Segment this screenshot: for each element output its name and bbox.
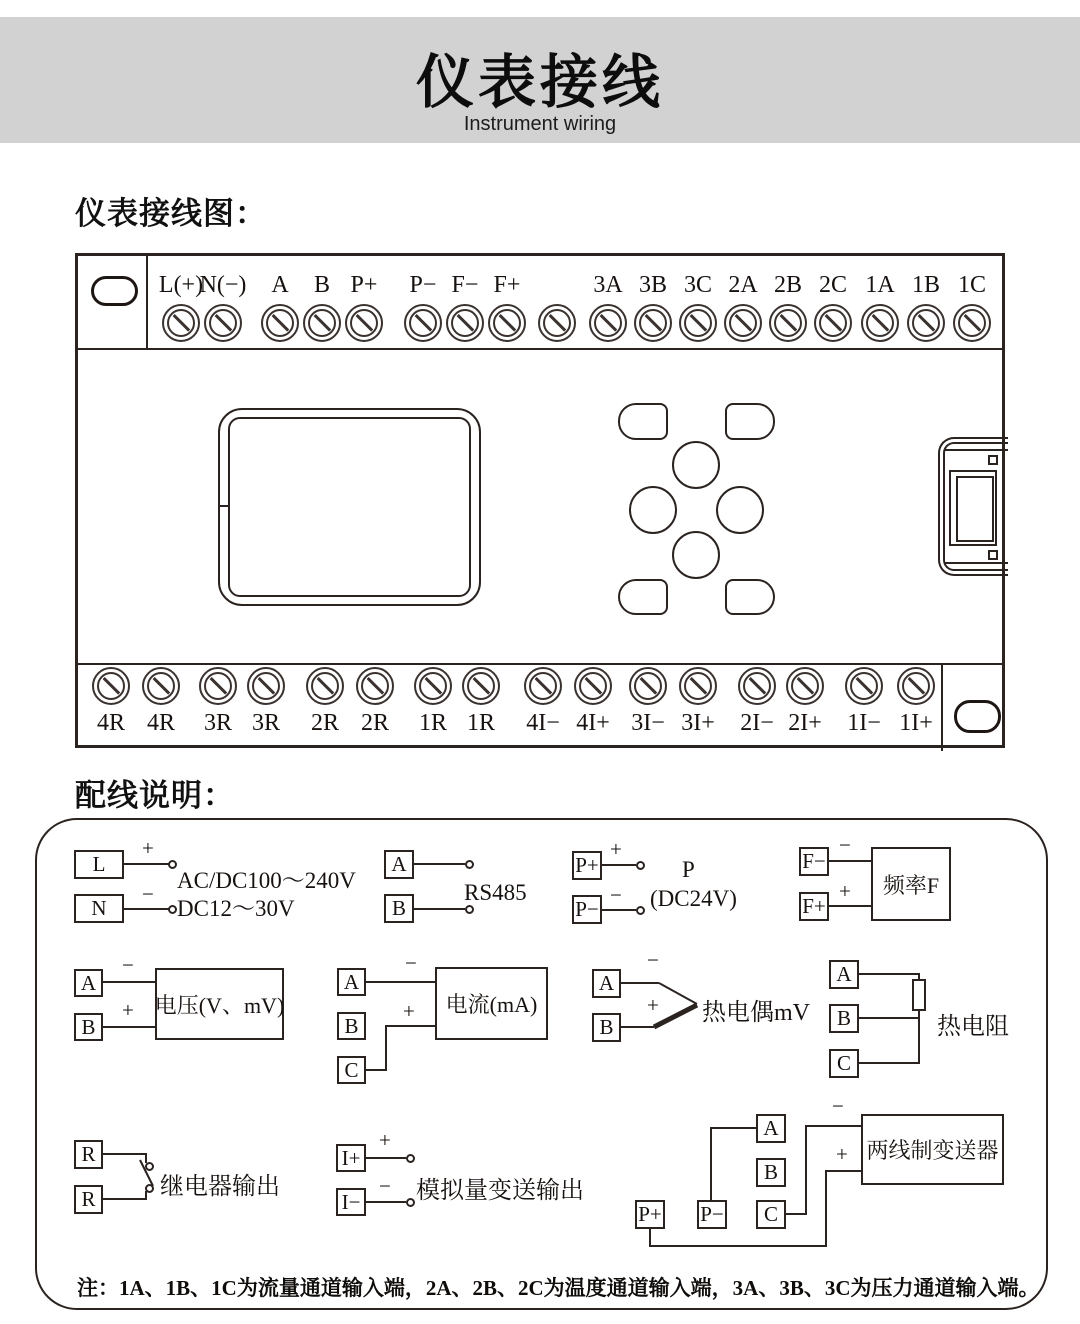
polarity-plus: + — [379, 1128, 391, 1152]
key-top-right — [725, 403, 775, 440]
terminal-label: 2R — [310, 710, 339, 736]
terminal-box-B: B — [337, 1012, 366, 1040]
screw-terminal-icon — [142, 667, 180, 705]
wiring-instructions-panel — [35, 818, 1048, 1310]
analog-output-label: 模拟量变送输出 — [416, 1178, 584, 1204]
terminal-box-R2: R — [74, 1185, 103, 1214]
screw-terminal-icon — [538, 304, 576, 342]
terminal-label: 1C — [957, 272, 986, 298]
terminal-box-P-minus: P− — [572, 895, 602, 924]
terminal-label: F+ — [493, 272, 521, 298]
terminal-2I+ — [777, 667, 833, 738]
screw-terminal-icon — [488, 304, 526, 342]
key-top-left — [618, 403, 668, 440]
screw-terminal-icon — [414, 667, 452, 705]
page-title: 仪表接线 — [415, 50, 664, 115]
terminal-label: 1B — [911, 272, 940, 298]
terminal-box-A: A — [592, 969, 621, 998]
terminal-F+ — [479, 270, 535, 342]
terminal-4I+ — [565, 667, 621, 738]
mount-slot-icon — [954, 700, 1001, 733]
terminal-label: L(+) — [158, 272, 204, 298]
terminal-label: B — [313, 272, 330, 298]
polarity-minus: − — [610, 883, 622, 907]
terminal-3I− — [620, 667, 676, 738]
transmitter-device-box: 两线制变送器 — [861, 1114, 1004, 1185]
terminal-3I+ — [670, 667, 726, 738]
terminal-1I+ — [888, 667, 944, 738]
polarity-minus: − — [379, 1174, 391, 1198]
terminal-label: 3R — [251, 710, 280, 736]
terminal-label: 2C — [818, 272, 847, 298]
terminal-box-A: A — [337, 968, 366, 996]
terminal-box-C: C — [337, 1056, 366, 1084]
terminal-3R — [238, 667, 294, 738]
terminal-box-I-minus: I− — [336, 1188, 366, 1216]
screw-terminal-icon — [679, 304, 717, 342]
polarity-plus: + — [142, 836, 154, 860]
current-device-box: 电流(mA) — [435, 967, 548, 1040]
terminal-label: 1R — [466, 710, 495, 736]
screw-terminal-icon — [574, 667, 612, 705]
power-rating-1: AC/DC100～240V — [177, 868, 356, 893]
display-screen — [228, 417, 471, 597]
terminal-box-P-plus: P+ — [635, 1200, 665, 1229]
terminal-box-I-plus: I+ — [336, 1144, 366, 1172]
display-bezel — [218, 408, 481, 606]
terminal-label: 2B — [773, 272, 802, 298]
screw-terminal-icon — [724, 304, 762, 342]
terminal-box-P-plus: P+ — [572, 851, 602, 880]
key-bottom-right — [725, 579, 775, 615]
terminal-label: 3I− — [631, 710, 665, 736]
terminal-block-diagram — [75, 253, 1005, 748]
terminal-label: 4I+ — [576, 710, 610, 736]
terminal-box-A: A — [74, 969, 103, 997]
terminal-box-B: B — [592, 1013, 621, 1042]
terminal-label: 4R — [96, 710, 125, 736]
terminal-1I− — [836, 667, 892, 738]
terminal-box-F-minus: F− — [799, 847, 829, 876]
polarity-minus: − — [142, 882, 154, 906]
terminal-label: A — [271, 272, 289, 298]
frequency-device-box: 频率F — [871, 847, 951, 921]
polarity-minus: − — [647, 948, 659, 972]
terminal-N(−) — [195, 270, 251, 342]
terminal-box-B: B — [384, 894, 414, 923]
terminal-label: 1I− — [847, 710, 881, 736]
terminal-4R — [133, 667, 189, 738]
terminal-label: P− — [409, 272, 437, 298]
diagram-section-heading: 仪表接线图： — [75, 196, 267, 231]
screw-terminal-icon — [204, 304, 242, 342]
thermocouple-label: 热电偶mV — [702, 1000, 810, 1026]
terminal-label: 2I+ — [788, 710, 822, 736]
terminal-box-C: C — [756, 1200, 786, 1229]
screw-terminal-icon — [953, 304, 991, 342]
terminal-box-F-plus: F+ — [799, 892, 829, 921]
voltage-device-box: 电压(V、mV) — [155, 968, 284, 1040]
terminal-label: 3C — [683, 272, 712, 298]
polarity-plus: + — [836, 1142, 848, 1166]
polarity-plus: + — [647, 993, 659, 1017]
screw-terminal-icon — [589, 304, 627, 342]
mount-slot-icon — [91, 276, 138, 306]
terminal-label: 4R — [146, 710, 175, 736]
terminal-box-B: B — [756, 1158, 786, 1187]
bezel-tick — [218, 505, 228, 507]
screw-terminal-icon — [679, 667, 717, 705]
key-right — [716, 486, 764, 534]
terminal-label — [529, 270, 585, 300]
terminal-label: 3I+ — [681, 710, 715, 736]
terminal-box-A: A — [829, 960, 859, 989]
screw-terminal-icon — [634, 304, 672, 342]
screw-terminal-icon — [524, 667, 562, 705]
terminal-label: F− — [451, 272, 479, 298]
top-left-mount-box — [78, 256, 148, 350]
terminal-box-N: N — [74, 894, 124, 923]
terminal-4I− — [515, 667, 571, 738]
terminal-4R — [83, 667, 139, 738]
terminal-label: 3B — [638, 272, 667, 298]
key-left — [629, 486, 677, 534]
screw-terminal-icon — [629, 667, 667, 705]
group-two-wire-transmitter — [37, 820, 1046, 1308]
relay-label: 继电器输出 — [160, 1174, 280, 1200]
terminal-label: 3R — [203, 710, 232, 736]
screw-terminal-icon — [356, 667, 394, 705]
terminal-label: 4I− — [526, 710, 560, 736]
rtd-label: 热电阻 — [937, 1014, 1009, 1040]
terminal-box-P-minus: P− — [697, 1200, 727, 1229]
wiring-note: 注：1A、1B、1C为流量通道输入端，2A、2B、2C为温度通道输入端，3A、3B、3C为压力通道输入端。 — [77, 1276, 1040, 1300]
screw-terminal-icon — [769, 304, 807, 342]
terminal-box-C: C — [829, 1049, 859, 1078]
terminal-2R — [347, 667, 403, 738]
key-down — [672, 531, 720, 579]
page-header — [0, 17, 1080, 143]
polarity-minus: − — [405, 951, 417, 975]
terminal-1C — [944, 270, 1000, 342]
screw-terminal-icon — [306, 667, 344, 705]
screw-terminal-icon — [845, 667, 883, 705]
terminal-box-B: B — [829, 1004, 859, 1033]
terminal-box-A: A — [384, 850, 414, 879]
power-rating-2: DC12～30V — [177, 896, 295, 921]
terminal-blank — [529, 270, 585, 342]
screw-terminal-icon — [897, 667, 935, 705]
polarity-plus: + — [403, 999, 415, 1023]
page-subtitle: Instrument wiring — [463, 113, 617, 135]
screw-terminal-icon — [738, 667, 776, 705]
terminal-label: 3A — [593, 272, 623, 298]
screw-terminal-icon — [861, 304, 899, 342]
screw-terminal-icon — [907, 304, 945, 342]
polarity-minus: − — [832, 1094, 844, 1118]
rs485-label: RS485 — [464, 880, 527, 905]
screw-terminal-icon — [786, 667, 824, 705]
terminal-label: 1R — [418, 710, 447, 736]
screw-terminal-icon — [199, 667, 237, 705]
terminal-box-L: L — [74, 850, 124, 879]
p24-label-1: P — [682, 857, 695, 882]
terminal-label: 2I− — [740, 710, 774, 736]
p24-label-2: (DC24V) — [650, 886, 737, 911]
terminal-label: P+ — [350, 272, 378, 298]
terminal-1R — [453, 667, 509, 738]
polarity-plus: + — [839, 879, 851, 903]
terminal-box-R1: R — [74, 1140, 103, 1169]
polarity-minus: − — [122, 953, 134, 977]
bottom-terminal-strip — [78, 663, 1002, 665]
polarity-plus: + — [122, 998, 134, 1022]
screw-terminal-icon — [462, 667, 500, 705]
screw-terminal-icon — [247, 667, 285, 705]
screw-terminal-icon — [814, 304, 852, 342]
terminal-label: N(−) — [199, 272, 247, 298]
terminal-label: 2R — [360, 710, 389, 736]
terminal-label: 1I+ — [899, 710, 933, 736]
polarity-plus: + — [610, 837, 622, 861]
terminal-P+ — [336, 270, 392, 342]
terminal-label: 2A — [728, 272, 758, 298]
terminal-label: 1A — [865, 272, 895, 298]
screw-terminal-icon — [92, 667, 130, 705]
wiring-section-heading: 配线说明： — [75, 778, 235, 813]
bottom-right-mount-box — [941, 663, 1008, 751]
terminal-box-A: A — [756, 1114, 786, 1143]
side-connector — [938, 437, 1008, 576]
terminal-2R — [297, 667, 353, 738]
polarity-minus: − — [839, 833, 851, 857]
key-up — [672, 441, 720, 489]
key-bottom-left — [618, 579, 668, 615]
terminal-box-B: B — [74, 1013, 103, 1041]
screw-terminal-icon — [345, 304, 383, 342]
